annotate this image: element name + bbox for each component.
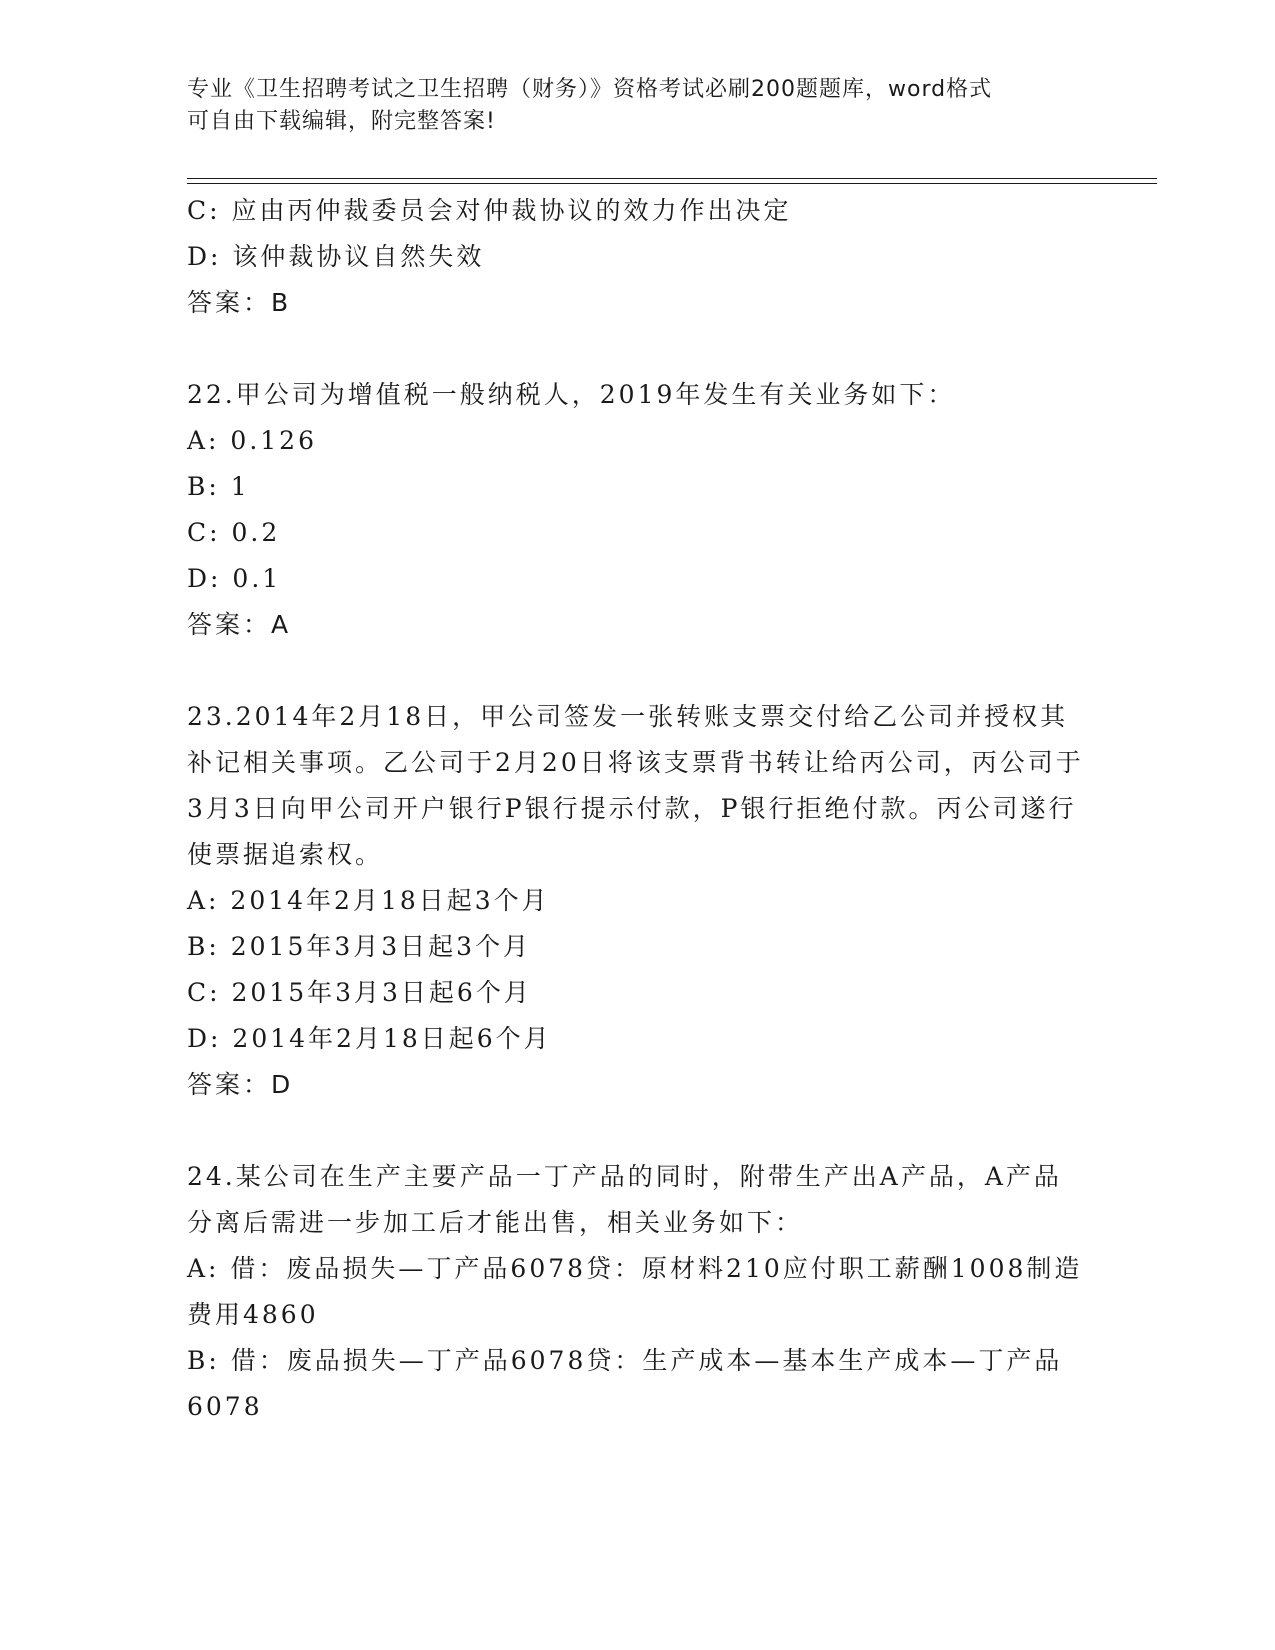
- question-stem: 22.甲公司为增值税一般纳税人，2019年发生有关业务如下：: [187, 380, 956, 409]
- option-a: A: 0.126: [187, 426, 317, 455]
- question-stem: 23.2014年2月18日，甲公司签发一张转账支票交付给乙公司并授权其补记相关事项。乙公司于2月20日将该支票背书转让给丙公司，丙公司于3月3日向甲公司开户银行P银行提示付款，P银行拒绝付款。丙公司遂行使票据追索权。: [187, 702, 1084, 869]
- option-d: D: 该仲裁协议自然失效: [187, 242, 485, 271]
- answer: 答案：D: [187, 1070, 294, 1099]
- option-c: C: 应由丙仲裁委员会对仲裁协议的效力作出决定: [187, 196, 792, 225]
- option-c: C: 2015年3月3日起6个月: [187, 978, 532, 1007]
- option-b: B: 2015年3月3日起3个月: [187, 932, 532, 961]
- answer: 答案：A: [187, 610, 292, 639]
- option-b: B: 1: [187, 472, 250, 501]
- header-divider-top: [187, 178, 1157, 179]
- option-a: A: 2014年2月18日起3个月: [187, 886, 550, 915]
- document-header: [187, 74, 1067, 138]
- question-list: [187, 188, 1087, 1430]
- question-24: [187, 1154, 1087, 1430]
- question-stem: 24.某公司在生产主要产品一丁产品的同时，附带生产出A产品，A产品分离后需进一步加工后才能出售，相关业务如下：: [187, 1162, 1062, 1237]
- question-21: [187, 188, 1087, 326]
- header-title-line-2: 可自由下载编辑，附完整答案!: [187, 109, 496, 134]
- option-c: C: 0.2: [187, 518, 281, 547]
- option-d: D: 0.1: [187, 564, 282, 593]
- question-23: [187, 694, 1087, 1108]
- question-22: [187, 372, 1087, 648]
- option-b: B: 借：废品损失—丁产品6078贷：生产成本—基本生产成本—丁产品6078: [187, 1346, 1063, 1421]
- answer: 答案：B: [187, 288, 292, 317]
- option-a: A: 借：废品损失—丁产品6078贷：原材料210应付职工薪酬1008制造费用4860: [187, 1254, 1083, 1329]
- header-title-line-1: 专业《卫生招聘考试之卫生招聘（财务）》资格考试必刷200题题库，word格式: [187, 77, 993, 102]
- option-d: D: 2014年2月18日起6个月: [187, 1024, 552, 1053]
- header-divider-bottom: [187, 183, 1157, 184]
